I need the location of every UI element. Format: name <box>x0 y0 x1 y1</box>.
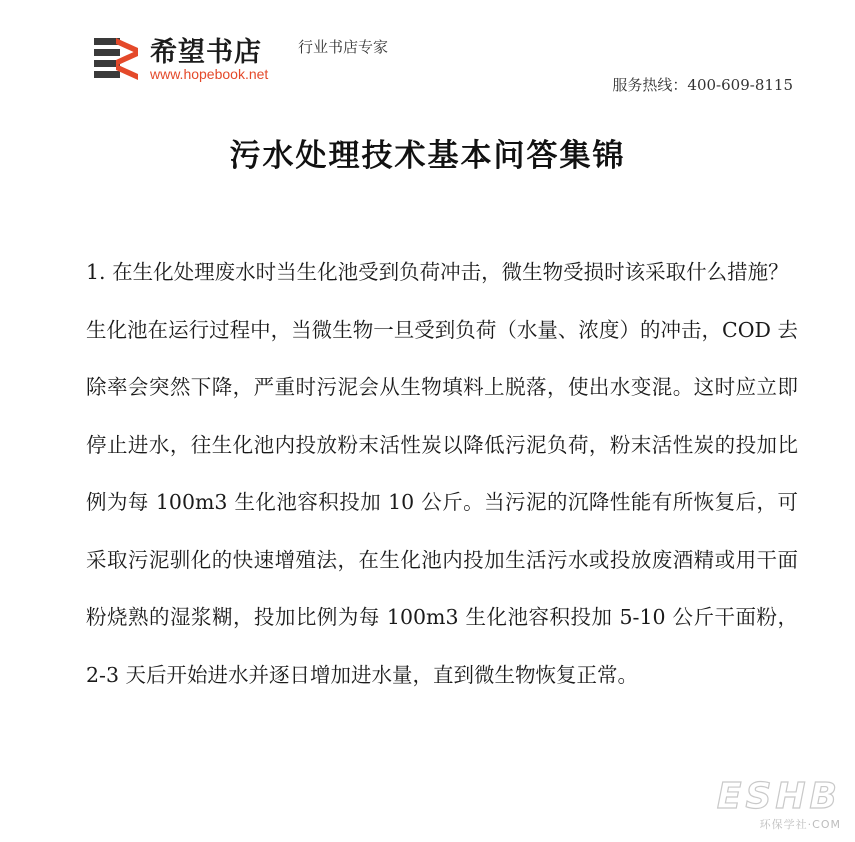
watermark-site-text: 环保学社·COM <box>759 818 841 831</box>
hopebook-logo-icon <box>92 34 140 82</box>
brand-slogan: 行业书店专家 <box>298 38 389 56</box>
answer-text: 生化池在运行过程中，当微生物一旦受到负荷（水量、浓度）的冲击，COD 去除率会突然下降，严重时污泥会从生物填料上脱落，使出水变混。这时应立即停止进水，往生化池内投放粉末活性炭以降低污泥负荷，粉末活性炭的投加比例为每 100m3 生化池容积投加 10 公斤。当污泥的沉降性能有所恢复后，可采取污泥驯化的快速增殖法，在生化池内投加生活污水或投放废酒精或用干面粉烧熟的湿浆糊，投加比例为每 100m3 生化池容积投加 5-10 公斤干面粉，2-3 天后开始进水并逐日增加进水量，直到微生物恢复正常。 <box>86 317 798 687</box>
site-watermark <box>671 776 841 832</box>
document-body <box>86 244 798 704</box>
question-text: 1. 在生化处理废水时当生化池受到负荷冲击，微生物受损时该采取什么措施？ <box>86 260 789 284</box>
brand-url[interactable]: www.hopebook.net <box>150 66 269 82</box>
document-title: 污水处理技术基本问答集锦 <box>229 138 626 174</box>
service-hotline: 服务热线：400-609-8115 <box>612 76 793 94</box>
watermark-logo-text: ESHB <box>716 776 841 817</box>
page-header <box>0 0 855 110</box>
brand-name: 希望书店 <box>150 37 262 68</box>
